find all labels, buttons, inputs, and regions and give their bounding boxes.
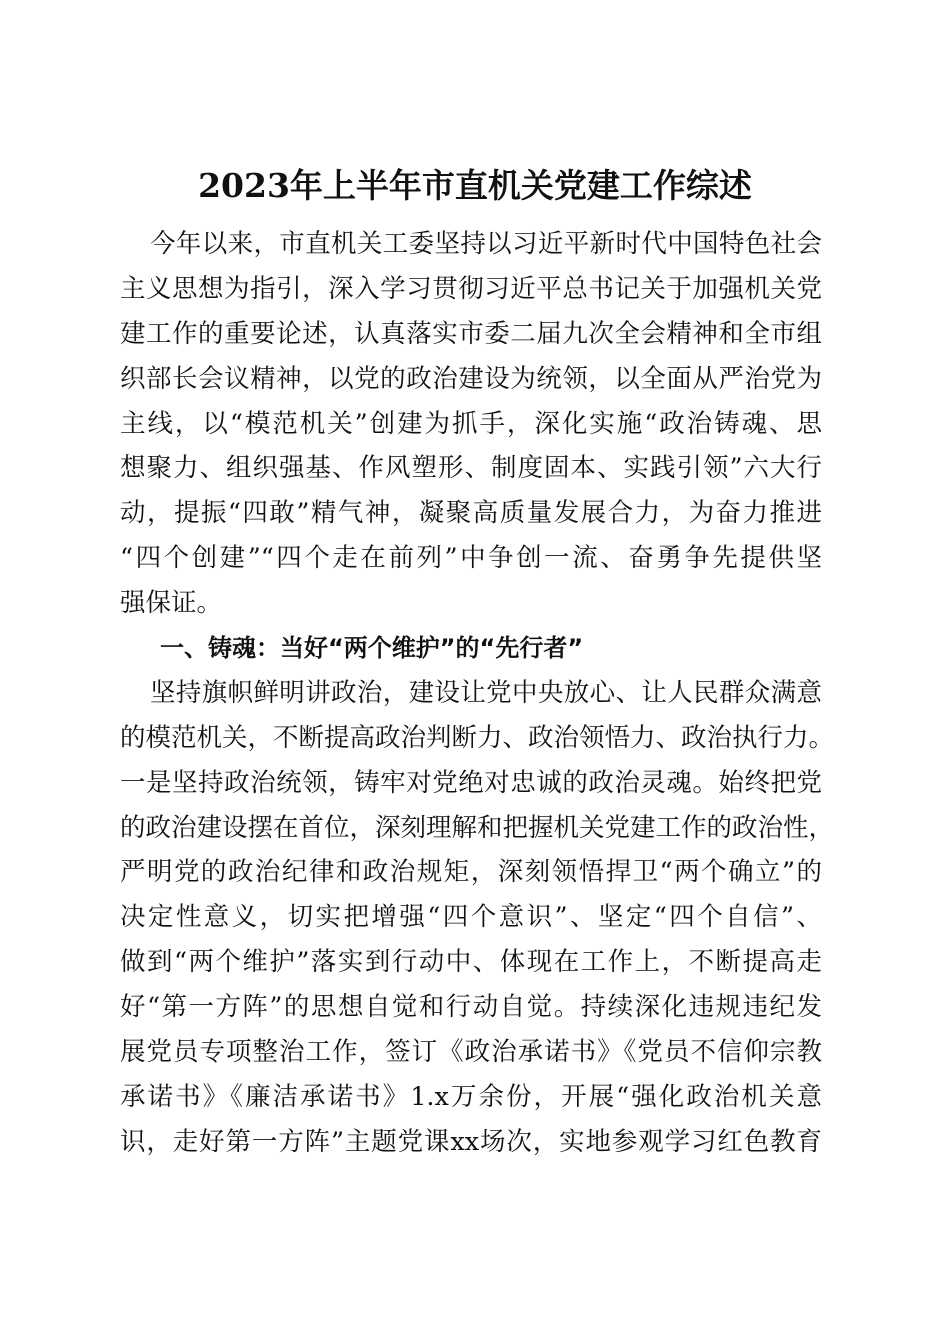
text-line: 识，走好第一方阵”主题党课xx场次，实地参观学习红色教育 [120,1126,822,1157]
text-line: 展党员专项整治工作，签订《政治承诺书》《党员不信仰宗教 [120,1037,822,1068]
text-line: “四个创建”“四个走在前列”中争创一流、奋勇争先提供坚 [120,543,822,574]
text-line: 一是坚持政治统领，铸牢对党绝对忠诚的政治灵魂。始终把党 [120,767,822,798]
text-line: 主线，以“模范机关”创建为抓手，深化实施“政治铸魂、思 [120,408,822,439]
text-line: 的政治建设摆在首位，深刻理解和把握机关党建工作的政治性， [120,812,835,843]
text-line: 今年以来，市直机关工委坚持以习近平新时代中国特色社会 [150,229,822,259]
text-line: 建工作的重要论述，认真落实市委二届九次全会精神和全市组 [120,318,822,349]
text-line: 动，提振“四敢”精气神，凝聚高质量发展合力，为奋力推进 [120,498,822,529]
text-line: 织部长会议精神，以党的政治建设为统领，以全面从严治党为 [120,363,822,394]
text-line: 的模范机关，不断提高政治判断力、政治领悟力、政治执行力。 [120,722,835,753]
text-line: 好“第一方阵”的思想自觉和行动自觉。持续深化违规违纪发 [120,992,822,1023]
text-line: 强保证。 [120,588,223,619]
text-line: 想聚力、组织强基、作风塑形、制度固本、实践引领”六大行 [120,453,822,484]
text-line: 承诺书》《廉洁承诺书》1.x万余份，开展“强化政治机关意 [120,1081,822,1112]
text-line: 做到“两个维护”落实到行动中、体现在工作上，不断提高走 [120,947,822,978]
text-line: 坚持旗帜鲜明讲政治，建设让党中央放心、让人民群众满意 [150,677,822,708]
text-line: 严明党的政治纪律和政治规矩，深刻领悟捍卫“两个确立”的 [120,857,822,888]
text-line: 主义思想为指引，深入学习贯彻习近平总书记关于加强机关党 [120,273,822,304]
section-heading: 一、铸魂：当好“两个维护”的“先行者” [160,634,584,663]
text-line: 决定性意义，切实把增强“四个意识”、坚定“四个自信”、 [120,902,822,933]
document-body [120,222,835,1165]
document-title: 2023年上半年市直机关党建工作综述 [198,166,752,206]
